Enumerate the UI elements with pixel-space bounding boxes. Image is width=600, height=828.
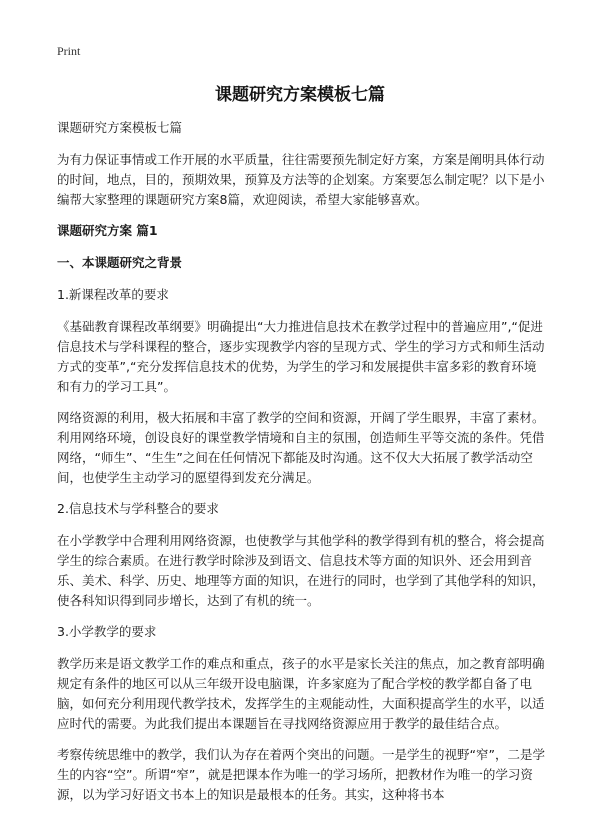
- subsection-heading-2: 2.信息技术与学科整合的要求: [57, 501, 219, 516]
- intro-paragraph: 为有力保证事情或工作开展的水平质量，往往需要预先制定好方案，方案是阐明具体行动的时间，地点，目的，预期效果，预算及方法等的企划案。方案要怎么制定呢？以下是小编帮大家整理的课题研究方案8篇，欢迎阅读，希望大家能够喜欢。: [57, 152, 545, 207]
- paragraph: 教学历来是语文教学工作的难点和重点，孩子的水平是家长关注的焦点，加之教育部明确规定有条件的地区可以从三年级开设电脑课，许多家庭为了配合学校的教学都自备了电脑，如何充分利用现代教学技术，发挥学生的主观能动性，大面积提高学生的水平，以适应时代的需要。为此我们提出本课题旨在寻找网络资源应用于教学的最佳结合点。: [57, 656, 545, 731]
- page-title: 课题研究方案模板七篇: [215, 85, 385, 105]
- subsection-heading-1: 1.新课程改革的要求: [57, 287, 169, 302]
- article-subtitle: 课题研究方案模板七篇: [57, 120, 183, 135]
- section-heading: 课题研究方案 篇1: [57, 223, 158, 238]
- paragraph: 《基础教育课程改革纲要》明确提出“大力推进信息技术在教学过程中的普遍应用”,“促进信息技术与学科课程的整合，逐步实现教学内容的呈现方式、学生的学习方式和师生活动方式的变革”,“充分发挥信息技术的优势，为学生的学习和发展提供丰富多彩的教育环境和有力的学习工具”。: [57, 319, 545, 394]
- paragraph: 考察传统思维中的教学，我们认为存在着两个突出的问题。一是学生的视野“窄”，二是学生的内容“空”。所谓“窄”，就是把课本作为唯一的学习场所，把教材作为唯一的学习资源，以为学习好语文书本上的知识是最根本的任务。其实，这种将书本: [57, 747, 545, 802]
- paragraph: 网络资源的利用，极大拓展和丰富了教学的空间和资源，开阔了学生眼界，丰富了素材。利用网络环境，创设良好的课堂教学情境和自主的氛围，创造师生平等交流的条件。凭借网络，“师生”、“生生”之间在任何情况下都能及时沟通。这不仅大大拓展了教学活动空间，也使学生主动学习的愿望得到发充分满足。: [57, 410, 545, 485]
- subsection-heading-3: 3.小学教学的要求: [57, 624, 157, 639]
- paragraph: 在小学教学中合理利用网络资源，也使教学与其他学科的教学得到有机的整合，将会提高学生的综合素质。在进行教学时除涉及到语文、信息技术等方面的知识外、还会用到音乐、美术、科学、历史、地理等方面的知识，在进行的同时，也学到了其他学科的知识，使各科知识得到同步增长，达到了有机的统一。: [57, 533, 545, 608]
- part-heading: 一、本课题研究之背景: [57, 255, 183, 270]
- article-body: [57, 118, 547, 816]
- print-link[interactable]: Print: [57, 44, 81, 58]
